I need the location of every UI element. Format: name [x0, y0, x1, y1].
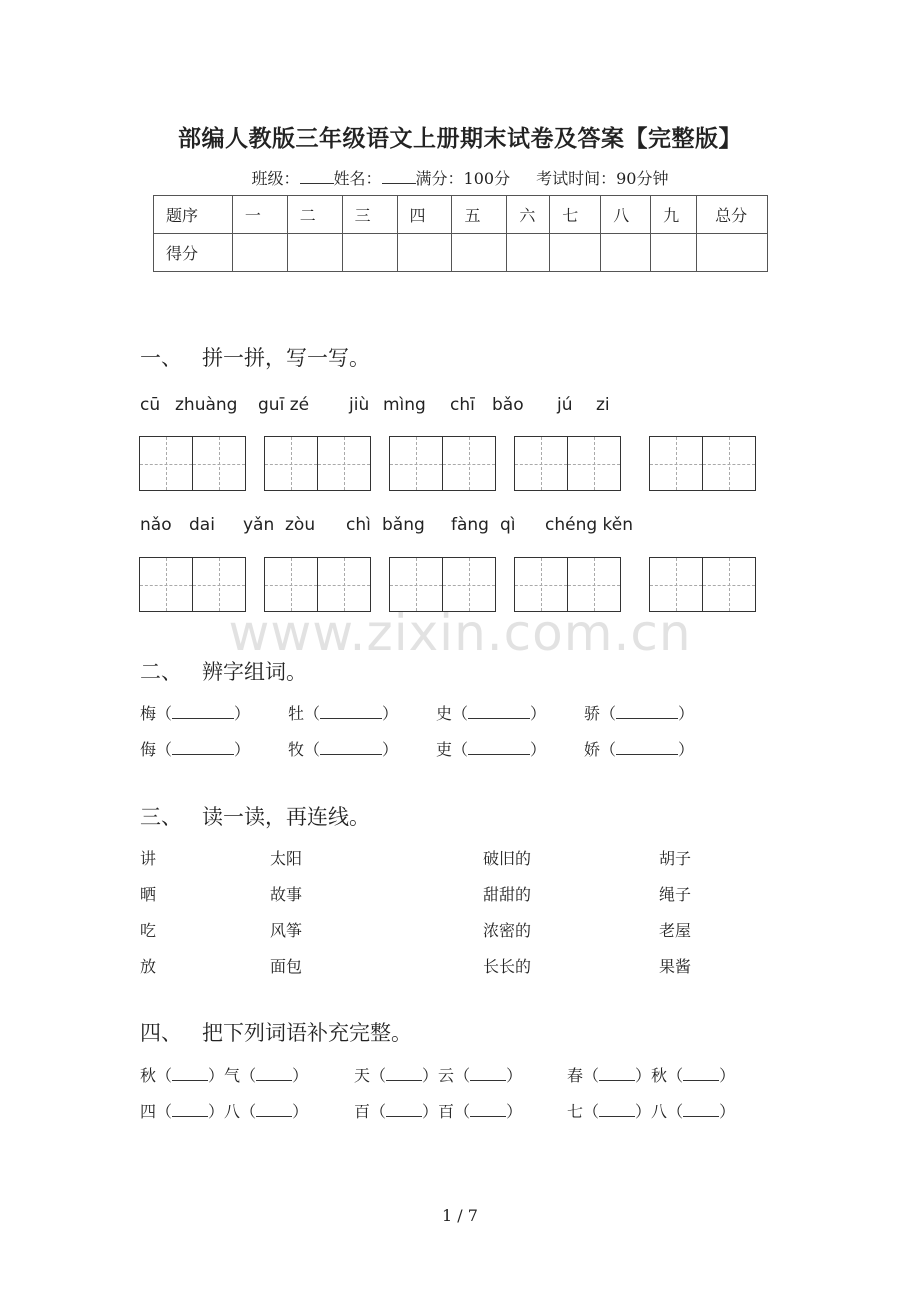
score-cell[interactable] [507, 234, 550, 272]
pinyin-text: bǎo [492, 395, 524, 415]
score-header-cell: 三 [342, 196, 397, 234]
section3-heading [140, 801, 370, 831]
section1-heading [140, 342, 370, 372]
pinyin-text: bǎng [382, 515, 425, 535]
score-row-label: 得分 [154, 234, 233, 272]
pinyin-text: yǎn [243, 515, 275, 535]
section2-title: 辨字组词。 [202, 660, 307, 684]
match-item[interactable]: 浓密的 [483, 921, 532, 940]
score-header-cell: 总分 [697, 196, 768, 234]
score-cell[interactable] [287, 234, 342, 272]
score-table-score-row [154, 234, 768, 272]
score-header-cell: 四 [397, 196, 452, 234]
section1-title: 拼一拼，写一写。 [202, 346, 370, 370]
pinyin-text: guī zé [258, 395, 310, 415]
section3-number: 三、 [140, 805, 182, 829]
writing-box[interactable] [139, 436, 246, 491]
match-item[interactable]: 吃 [140, 921, 157, 940]
score-cell[interactable] [342, 234, 397, 272]
pinyin-text: jiù [349, 395, 370, 415]
pinyin-text: cū [140, 395, 161, 415]
exam-time: 考试时间：90分钟 [536, 169, 669, 188]
idiom-item[interactable]: 春（ ）秋（ ） [567, 1066, 736, 1085]
idiom-item[interactable]: 秋（ ）气（ ） [140, 1066, 309, 1085]
section3-title: 读一读，再连线。 [202, 805, 370, 829]
section1-number: 一、 [140, 346, 182, 370]
score-cell[interactable] [550, 234, 601, 272]
word-group-item[interactable]: 吏（ ） [436, 740, 547, 759]
score-header-cell: 五 [452, 196, 507, 234]
score-header-cell: 七 [550, 196, 601, 234]
match-item[interactable]: 风筝 [270, 921, 303, 940]
writing-box[interactable] [264, 436, 371, 491]
word-group-item[interactable]: 骄（ ） [584, 704, 695, 723]
section4-number: 四、 [140, 1021, 182, 1045]
pinyin-text: dai [189, 515, 215, 535]
pinyin-text: chì [346, 515, 371, 535]
writing-box[interactable] [389, 436, 496, 491]
score-header-cell: 题序 [154, 196, 233, 234]
writing-box[interactable] [649, 436, 756, 491]
student-info-line [0, 166, 920, 189]
score-cell[interactable] [651, 234, 697, 272]
match-item[interactable]: 破旧的 [483, 849, 532, 868]
document-title: 部编人教版三年级语文上册期末试卷及答案【完整版】 [178, 125, 742, 152]
match-item[interactable]: 果酱 [659, 957, 692, 976]
score-header-cell: 一 [232, 196, 287, 234]
section2-number: 二、 [140, 660, 182, 684]
score-header-cell: 九 [651, 196, 697, 234]
match-item[interactable]: 太阳 [270, 849, 303, 868]
pinyin-text: nǎo [140, 515, 172, 535]
match-item[interactable]: 故事 [270, 885, 303, 904]
pinyin-text: zhuàng [175, 395, 238, 415]
section4-heading [140, 1017, 412, 1047]
class-blank [300, 170, 334, 184]
score-table [153, 195, 768, 272]
word-group-item[interactable]: 侮（ ） [140, 740, 251, 759]
match-item[interactable]: 老屋 [659, 921, 692, 940]
pinyin-text: qì [500, 515, 516, 535]
pinyin-text: chī [450, 395, 475, 415]
name-label: 姓名： [333, 169, 382, 188]
word-group-item[interactable]: 梅（ ） [140, 704, 251, 723]
class-label: 班级： [251, 169, 300, 188]
score-header-cell: 二 [287, 196, 342, 234]
match-item[interactable]: 讲 [140, 849, 157, 868]
word-group-item[interactable]: 牧（ ） [288, 740, 399, 759]
score-cell[interactable] [232, 234, 287, 272]
match-item[interactable]: 胡子 [659, 849, 692, 868]
score-cell[interactable] [697, 234, 768, 272]
full-score: 满分：100分 [415, 169, 511, 188]
score-cell[interactable] [397, 234, 452, 272]
match-item[interactable]: 绳子 [659, 885, 692, 904]
name-blank [382, 170, 416, 184]
idiom-item[interactable]: 七（ ）八（ ） [567, 1102, 736, 1121]
pinyin-text: zòu [285, 515, 316, 535]
pinyin-text: jú [557, 395, 573, 415]
match-item[interactable]: 长长的 [483, 957, 532, 976]
section2-heading [140, 656, 307, 686]
pinyin-text: fàng [451, 515, 489, 535]
score-header-cell: 八 [601, 196, 651, 234]
idiom-item[interactable]: 四（ ）八（ ） [140, 1102, 309, 1121]
pinyin-text: zi [596, 395, 610, 415]
idiom-item[interactable]: 百（ ）百（ ） [354, 1102, 523, 1121]
score-header-cell: 六 [507, 196, 550, 234]
match-item[interactable]: 放 [140, 957, 157, 976]
writing-box[interactable] [514, 436, 621, 491]
word-group-item[interactable]: 娇（ ） [584, 740, 695, 759]
score-table-header-row [154, 196, 768, 234]
word-group-item[interactable]: 史（ ） [436, 704, 547, 723]
score-cell[interactable] [452, 234, 507, 272]
pinyin-text: mìng [383, 395, 426, 415]
idiom-item[interactable]: 天（ ）云（ ） [354, 1066, 523, 1085]
word-group-item[interactable]: 牡（ ） [288, 704, 399, 723]
score-cell[interactable] [601, 234, 651, 272]
page-number: 1 / 7 [442, 1206, 478, 1225]
section4-title: 把下列词语补充完整。 [202, 1021, 412, 1045]
match-item[interactable]: 甜甜的 [483, 885, 532, 904]
match-item[interactable]: 晒 [140, 885, 157, 904]
watermark: www.zixin.com.cn [228, 604, 692, 662]
match-item[interactable]: 面包 [270, 957, 303, 976]
pinyin-text: chéng kěn [545, 515, 634, 535]
